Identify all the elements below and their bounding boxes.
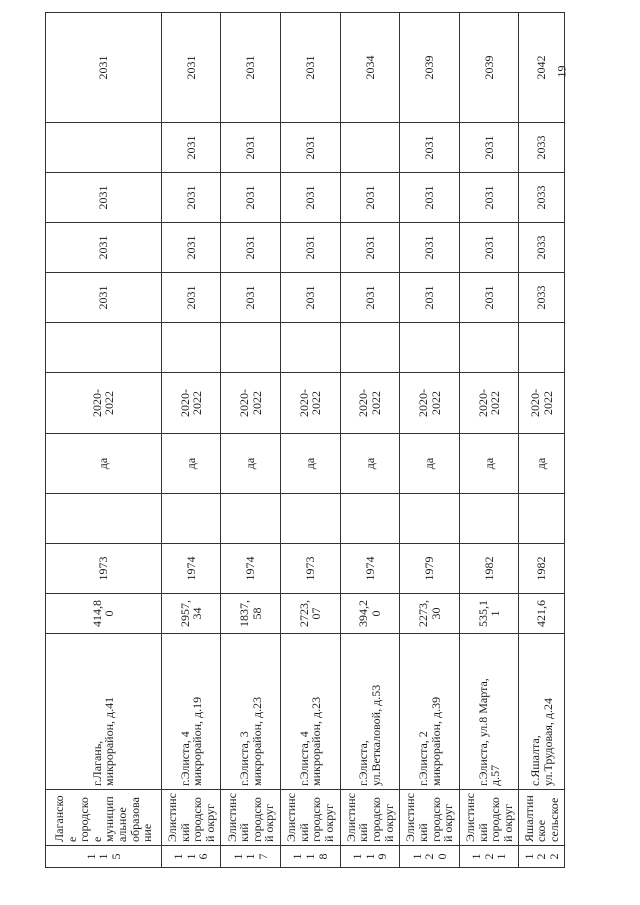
row-number-cell: 1 2 0: [400, 846, 460, 868]
address-cell: г.Элиста, ул.8 Марта, д.57: [459, 634, 519, 790]
year-cell: 2031: [221, 173, 281, 223]
year-built-cell: 1974: [340, 544, 400, 594]
year-cell: 2031: [459, 273, 519, 323]
address-cell: г.Элиста, 3 микрорайон, д.23: [221, 634, 281, 790]
year-cell: 2031: [46, 223, 162, 273]
year-cell: 2031: [161, 223, 221, 273]
flag-cell: да: [281, 434, 341, 494]
period-cell: 2020- 2022: [46, 373, 162, 434]
table-row: [400, 13, 460, 868]
flag-cell: да: [221, 434, 281, 494]
address-cell: г.Элиста, 2 микрорайон, д.39: [400, 634, 460, 790]
row-number-cell: 1 1 9: [340, 846, 400, 868]
period-cell: 2020- 2022: [400, 373, 460, 434]
year-cell: 2031: [221, 273, 281, 323]
empty-cell: [400, 494, 460, 544]
municipality-cell: Элистинс кий городско й округ: [161, 790, 221, 846]
empty-cell: [281, 323, 341, 373]
flag-cell: да: [519, 434, 565, 494]
period-cell: 2020- 2022: [459, 373, 519, 434]
table-body: [46, 13, 565, 868]
period-cell: 2020- 2022: [221, 373, 281, 434]
address-cell: г.Элиста, 4 микрорайон, д.19: [161, 634, 221, 790]
period-cell: 2020- 2022: [519, 373, 565, 434]
year-cell: 2033: [519, 123, 565, 173]
empty-cell: [459, 323, 519, 373]
year-built-cell: 1974: [221, 544, 281, 594]
year-cell: 2031: [459, 123, 519, 173]
year-built-cell: 1974: [161, 544, 221, 594]
year-cell: 2031: [221, 123, 281, 173]
year-cell: 2031: [161, 123, 221, 173]
year-cell: 2042: [519, 13, 565, 123]
year-cell: 2031: [46, 173, 162, 223]
year-cell: 2033: [519, 173, 565, 223]
flag-cell: да: [400, 434, 460, 494]
period-cell: 2020- 2022: [281, 373, 341, 434]
year-cell: 2031: [221, 223, 281, 273]
address-cell: г.Лагань, микрорайон, д.41: [46, 634, 162, 790]
year-cell: [340, 123, 400, 173]
year-cell: 2031: [400, 173, 460, 223]
table-row: [46, 13, 162, 868]
year-cell: 2039: [400, 13, 460, 123]
address-cell: г.Элиста, ул.Веткаловой, д.53: [340, 634, 400, 790]
year-cell: 2039: [459, 13, 519, 123]
empty-cell: [46, 494, 162, 544]
year-cell: 2031: [400, 123, 460, 173]
area-cell: 2957, 34: [161, 594, 221, 634]
year-cell: 2031: [281, 223, 341, 273]
area-cell: 2723, 07: [281, 594, 341, 634]
table-row: [519, 13, 565, 868]
page-number: 19: [554, 65, 569, 78]
empty-cell: [519, 494, 565, 544]
empty-cell: [161, 323, 221, 373]
municipality-cell: Яшалтин ское сельское: [519, 790, 565, 846]
year-cell: 2031: [459, 173, 519, 223]
year-built-cell: 1973: [46, 544, 162, 594]
year-cell: 2031: [281, 13, 341, 123]
table-row: [161, 13, 221, 868]
year-cell: 2033: [519, 223, 565, 273]
row-number-cell: 1 1 8: [281, 846, 341, 868]
year-cell: 2031: [46, 13, 162, 123]
municipality-cell: Элистинс кий городско й округ: [340, 790, 400, 846]
table-row: [221, 13, 281, 868]
flag-cell: да: [459, 434, 519, 494]
municipality-cell: Элистинс кий городско й округ: [459, 790, 519, 846]
flag-cell: да: [46, 434, 162, 494]
year-cell: 2031: [340, 273, 400, 323]
year-cell: 2034: [340, 13, 400, 123]
municipality-cell: Элистинс кий городско й округ: [400, 790, 460, 846]
row-number-cell: 1 2 1: [459, 846, 519, 868]
table-row: [340, 13, 400, 868]
year-cell: 2033: [519, 273, 565, 323]
table-row: [281, 13, 341, 868]
empty-cell: [400, 323, 460, 373]
year-built-cell: 1982: [519, 544, 565, 594]
address-cell: г.Элиста, 4 микрорайон, д.23: [281, 634, 341, 790]
area-cell: 394,2 0: [340, 594, 400, 634]
rotated-table-container: [45, 55, 565, 868]
address-cell: с.Яшалта, ул.Трудовая, д.24: [519, 634, 565, 790]
flag-cell: да: [161, 434, 221, 494]
empty-cell: [161, 494, 221, 544]
row-number-cell: 1 1 7: [221, 846, 281, 868]
period-cell: 2020- 2022: [161, 373, 221, 434]
year-cell: 2031: [281, 273, 341, 323]
year-built-cell: 1973: [281, 544, 341, 594]
municipality-cell: Элистинс кий городско й округ: [221, 790, 281, 846]
year-cell: 2031: [46, 273, 162, 323]
year-cell: 2031: [340, 223, 400, 273]
year-cell: 2031: [400, 273, 460, 323]
year-built-cell: 1982: [459, 544, 519, 594]
municipality-cell: Элистинс кий городско й округ: [281, 790, 341, 846]
row-number-cell: 1 2 2: [519, 846, 565, 868]
year-built-cell: 1979: [400, 544, 460, 594]
row-number-cell: 1 1 5: [46, 846, 162, 868]
area-cell: 535,1 1: [459, 594, 519, 634]
area-cell: 1837, 58: [221, 594, 281, 634]
empty-cell: [340, 494, 400, 544]
year-cell: [46, 123, 162, 173]
area-cell: 414,8 0: [46, 594, 162, 634]
flag-cell: да: [340, 434, 400, 494]
empty-cell: [221, 323, 281, 373]
period-cell: 2020- 2022: [340, 373, 400, 434]
year-cell: 2031: [281, 123, 341, 173]
empty-cell: [459, 494, 519, 544]
row-number-cell: 1 1 6: [161, 846, 221, 868]
empty-cell: [340, 323, 400, 373]
year-cell: 2031: [340, 173, 400, 223]
empty-cell: [221, 494, 281, 544]
area-cell: 421,6: [519, 594, 565, 634]
municipality-cell: Лаганско е городско е муницип альное образова ние: [46, 790, 162, 846]
year-cell: 2031: [221, 13, 281, 123]
empty-cell: [46, 323, 162, 373]
year-cell: 2031: [400, 223, 460, 273]
year-cell: 2031: [459, 223, 519, 273]
housing-register-table: [45, 12, 565, 868]
year-cell: 2031: [161, 13, 221, 123]
year-cell: 2031: [161, 273, 221, 323]
empty-cell: [281, 494, 341, 544]
year-cell: 2031: [281, 173, 341, 223]
table-row: [459, 13, 519, 868]
empty-cell: [519, 323, 565, 373]
year-cell: 2031: [161, 173, 221, 223]
area-cell: 2273, 30: [400, 594, 460, 634]
